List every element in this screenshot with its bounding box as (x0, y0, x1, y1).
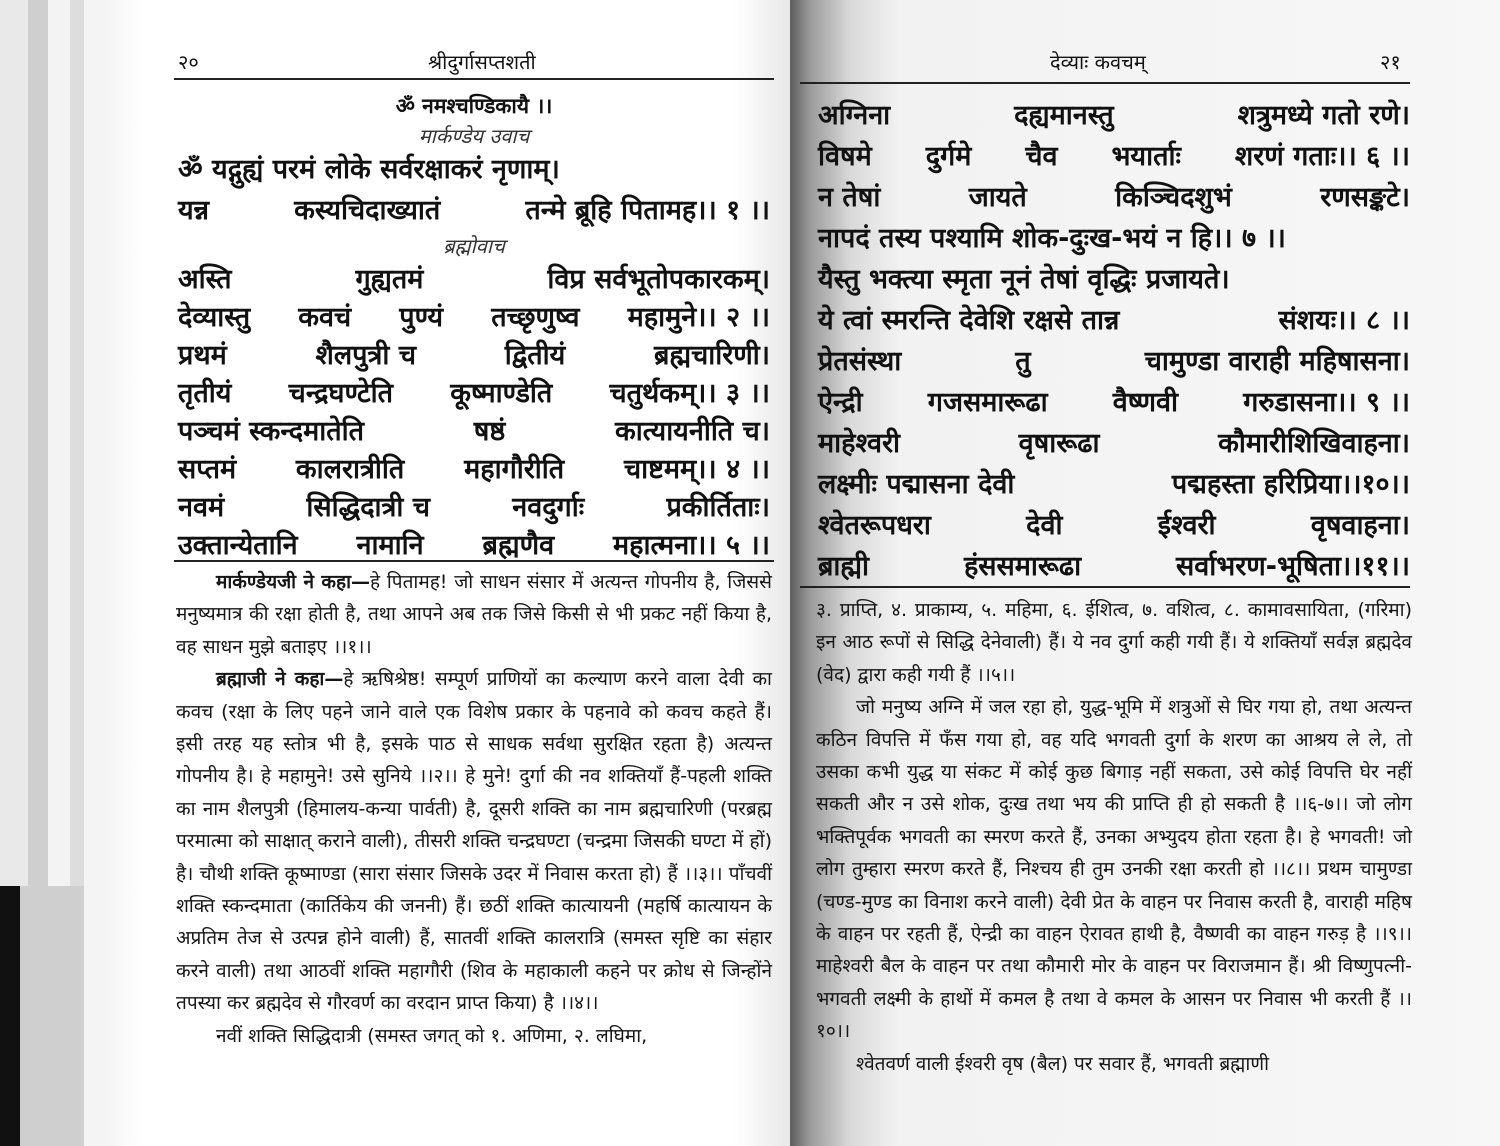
verse-line (178, 370, 770, 412)
verse-word: नवमं (178, 491, 225, 523)
verse-word: विप्र सर्वभूतोपकारकम्। (547, 263, 770, 295)
verse-line (178, 146, 770, 188)
paragraph-text: हे पितामह! जो साधन संसार में अत्यन्त गोपनीय है, जिससे मनुष्यमात्र की रक्षा होती है, तथा आपने अब तक जिसे किसी से भी प्रकट नहीं किया है, वह साधन मुझे बताइए ।।१।। (176, 571, 772, 658)
left-header (178, 48, 778, 76)
section-rule (800, 586, 1410, 588)
speaker-name: ब्रह्माजी ने कहा— (216, 668, 344, 691)
verse-line (818, 174, 1410, 216)
verse-line (818, 502, 1410, 544)
verse-line (178, 332, 770, 374)
verse-word: प्रकीर्तिताः। (666, 491, 770, 523)
verse-line (178, 187, 770, 229)
verse-word: पद्महस्ता हरिप्रिया।।१०।। (1171, 468, 1410, 500)
verse-word: सर्वाभरण-भूषिता।।११।। (1176, 550, 1410, 582)
verse-word: तच्छृणुष्व (491, 301, 580, 333)
verse-word: कवचं (298, 301, 352, 333)
verse-word: अग्निना (818, 99, 891, 131)
translation-text (176, 566, 772, 1052)
verse-word: गजसमारूढा (927, 386, 1048, 418)
verse-line (818, 133, 1410, 175)
verse-word: माहेश्वरी (818, 427, 900, 459)
verse-line (818, 461, 1410, 503)
speaker-label: मार्कण्डेय उवाच (418, 124, 530, 148)
verse-word: लक्ष्मीः पद्मासना देवी (818, 468, 1015, 500)
page-number: २० (178, 50, 199, 74)
running-title: देव्याः कवचम् (1050, 50, 1146, 74)
verse-word: चामुण्डा वाराही महिषासना। (1144, 345, 1410, 377)
verse-word: कालरात्रीति (295, 453, 405, 485)
verse-word: नामानि (356, 529, 424, 561)
paragraph-text: हे ऋषिश्रेष्ठ! सम्पूर्ण प्राणियों का कल्याण करने वाला देवी का कवच (रक्षा के लिए पहने जाने वाले एक विशेष प्रकार के पहनावे को कवच कहते हैं। इसी तरह यह स्तोत्र भी है, इसके पाठ से साधक सर्वथा सुरक्षित रहता है) अत्यन्त गोपनीय है। हे महामुने! उसे सुनिये ।।२।। हे मुने! दुर्गा की नव शक्तियाँ हैं-पहली शक्ति का नाम शैलपुत्री (हिमालय-कन्या पार्वती) है, दूसरी शक्ति का नाम ब्रह्मचारिणी (परब्रह्म परमात्मा को साक्षात् कराने वाली), तीसरी शक्ति चन्द्रघण्टा (चन्द्रमा जिसकी घण्टा में हों) है। चौथी शक्ति कूष्माण्डा (सारा संसार जिसके उदर में निवास करता हो) हैं ।।३।। पाँचवीं शक्ति स्कन्दमाता (कार्तिकेय की जननी) हैं। छठीं शक्ति कात्यायनी (महर्षि कात्यायन के अप्रतिम तेज से उत्पन्न होने वाली) हैं, सातवीं शक्ति कालरात्रि (समस्त सृष्टि का संहार करने वाली) तथा आठवीं शक्ति महागौरी (शिव के महाकाली कहने पर क्रोध से जिन्होंने तपस्या कर ब्रह्मदेव से गौरवर्ण का वरदान प्राप्त किया) है ।।४।। (176, 668, 772, 1015)
verse-word: तृतीयं (178, 377, 232, 409)
verse-line (178, 408, 770, 450)
verse-word: तु (1015, 345, 1031, 377)
verse-line (818, 215, 1410, 257)
verse-word: दह्यमानस्तु (1014, 99, 1114, 131)
verse-word: देव्यास्तु (178, 301, 251, 333)
verse-line (178, 294, 770, 336)
verse-word: ऐन्द्री (818, 386, 863, 418)
verse-word: शरणं गताः।। ६ ।। (1234, 140, 1410, 172)
right-header (1050, 48, 1410, 76)
paragraph: जो मनुष्य अग्नि में जल रहा हो, युद्ध-भूमि में शत्रुओं से घिर गया हो, तथा अत्यन्त कठिन विपत्ति में फँस गया हो, वह यदि भगवती दुर्गा के शरण का आश्रय ले ले, तो उसका कभी युद्ध या संकट में कोई कुछ बिगाड़ नहीं सकता, उसे कोई विपत्ति घेर नहीं सकती और न उसे शोक, दुःख तथा भय की प्राप्ति ही हो सकती है ।।६-७।। जो लोग भक्तिपूर्वक भगवती का स्मरण करते हैं, उनका अभ्युदय होता रहता है। हे भगवती! जो लोग तुम्हारा स्मरण करते हैं, निश्चय ही तुम उनकी रक्षा करती हो ।।८।। प्रथम चामुण्डा (चण्ड-मुण्ड का विनाश करने वाली) देवी प्रेत के वाहन पर निवास करती है, वाराही महिष के वाहन पर रहती हैं, ऐन्द्री का वाहन ऐरावत हाथी है, वैष्णवी का वाहन गरुड़ है ।।९।। माहेश्वरी बैल के वाहन पर तथा कौमारी मोर के वाहन पर विराजमान हैं। श्री विष्णुपत्नी-भगवती लक्ष्मी के हाथों में कमल है तथा वे कमल के आसन पर निवास भी करती हैं ।।१०।। (816, 696, 1412, 1043)
verse-word: महागौरीति (464, 453, 565, 485)
verse-line (818, 92, 1410, 134)
verse-line (178, 522, 770, 564)
verse-word: दुर्गमे (925, 140, 972, 172)
verse-word: वृषारूढा (1018, 427, 1100, 459)
speaker-label: ब्रह्मोवाच (443, 234, 505, 258)
header-rule (174, 78, 774, 80)
verse-word: प्रेतसंस्था (818, 345, 902, 377)
verse-word: ये त्वां स्मरन्ति देवेशि रक्षसे तान्न (818, 304, 1120, 336)
verse-line (178, 484, 770, 526)
verse-word: चैव (1025, 140, 1058, 172)
paragraph: ३. प्राप्ति, ४. प्राकाम्य, ५. महिमा, ६. ईशित्व, ७. वशित्व, ८. कामावसायिता, (गरिमा) इन आठ रूपों से सिद्धि देनेवाली) हैं। ये नव दुर्गा कही गयी हैं। ये शक्तियाँ सर्वज्ञ ब्रह्मदेव (वेद) द्वारा कही गयी हैं ।।५।। (816, 599, 1412, 686)
verse-word: सप्तमं (178, 453, 237, 485)
verse-word: पुण्यं (399, 301, 444, 333)
verse-line (818, 338, 1410, 380)
verse-word: ईश्वरी (1157, 509, 1216, 541)
verse-word: द्वितीयं (504, 339, 566, 371)
verse-word: नवदुर्गाः (512, 491, 585, 523)
verse-word: वृषवाहना। (1310, 509, 1410, 541)
verse-word: जायते (968, 181, 1027, 213)
invocation: ॐ नमश्चण्डिकायै ।। (395, 94, 553, 118)
verse-word: कूष्माण्डेति (450, 377, 553, 409)
verse-word: महामुने।। २ ।। (627, 301, 770, 333)
verse-word: चन्द्रघण्टेति (288, 377, 393, 409)
verse-word: वैष्णवी (1112, 386, 1178, 418)
left-page (84, 0, 790, 1146)
verse-word: अस्ति (178, 263, 232, 295)
verse-word: तन्मे ब्रूहि पितामह।। १ ।। (525, 194, 770, 226)
verse-word: ब्रह्मणैव (482, 529, 555, 561)
running-title: श्रीदुर्गासप्तशती (428, 50, 536, 74)
paragraph: नवीं शक्ति सिद्धिदात्री (समस्त जगत् को १. अणिमा, २. लघिमा, (216, 1024, 648, 1047)
verse-word: गरुडासना।। ९ ।। (1243, 386, 1410, 418)
verse-word: यन्न (178, 194, 210, 226)
verse-word: चतुर्थकम्।। ३ ।। (609, 377, 770, 409)
verse-line (818, 297, 1410, 339)
verse-word: उक्तान्येतानि (178, 529, 298, 561)
verse-word: महात्मना।। ५ ।। (613, 529, 770, 561)
translation-text (816, 594, 1412, 1080)
verse-line (818, 379, 1410, 421)
section-rule (174, 560, 774, 562)
paragraph (176, 566, 772, 663)
verse-word: प्रथमं (178, 339, 227, 371)
verse-word: श्वेतरूपधरा (818, 509, 931, 541)
paragraph (176, 663, 772, 1019)
verse-word: गुह्यतमं (355, 263, 424, 295)
verse-word: संशयः।। ८ ।। (1278, 304, 1410, 336)
verse-word: देवी (1026, 509, 1063, 541)
verse-word: ब्राह्मी (818, 550, 870, 582)
page-number: २१ (1380, 50, 1401, 74)
verse-word: षष्ठं (473, 415, 506, 447)
verse-line (178, 446, 770, 488)
verse-word: न तेषां (818, 181, 881, 213)
verse-word: हंससमारूढा (963, 550, 1082, 582)
verse-word: कौमारीशिखिवाहना। (1218, 427, 1410, 459)
book-edge (0, 0, 84, 1146)
verse-word: नापदं तस्य पश्यामि शोक-दुःख-भयं न हि।। ७ ।। (818, 222, 1286, 254)
verse-word: शत्रुमध्ये गतो रणे। (1237, 99, 1410, 131)
verse-word: कस्यचिदाख्यातं (294, 194, 441, 226)
verse-word: किञ्चिदशुभं (1115, 181, 1232, 213)
verse-line (818, 420, 1410, 462)
verse-word: विषमे (818, 140, 872, 172)
verse-word: यैस्तु भक्त्या स्मृता नूनं तेषां वृद्धिः प्रजायते। (818, 263, 1230, 295)
right-page (790, 0, 1500, 1146)
verse-word: ॐ यद्गुह्यं परमं लोके सर्वरक्षाकरं नृणाम्। (178, 153, 560, 185)
verse-word: शैलपुत्री च (315, 339, 416, 371)
verse-word: रणसङ्कटे। (1320, 181, 1410, 213)
verse-word: कात्यायनीति च। (614, 415, 770, 447)
verse-line (818, 256, 1410, 298)
verse-word: सिद्धिदात्री च (306, 491, 430, 523)
paragraph: श्वेतवर्ण वाली ईश्वरी वृष (बैल) पर सवार हैं, भगवती ब्रह्माणी (856, 1052, 1269, 1075)
speaker-name: मार्कण्डेयजी ने कहा— (216, 571, 370, 593)
verse-word: भयार्ताः (1111, 140, 1181, 172)
verse-word: चाष्टमम्।। ४ ।। (624, 453, 770, 485)
header-rule (800, 82, 1410, 84)
verse-word: पञ्चमं स्कन्दमातेति (178, 415, 365, 447)
verse-word: ब्रह्मचारिणी। (654, 339, 770, 371)
verse-line (818, 543, 1410, 585)
verse-line (178, 256, 770, 298)
